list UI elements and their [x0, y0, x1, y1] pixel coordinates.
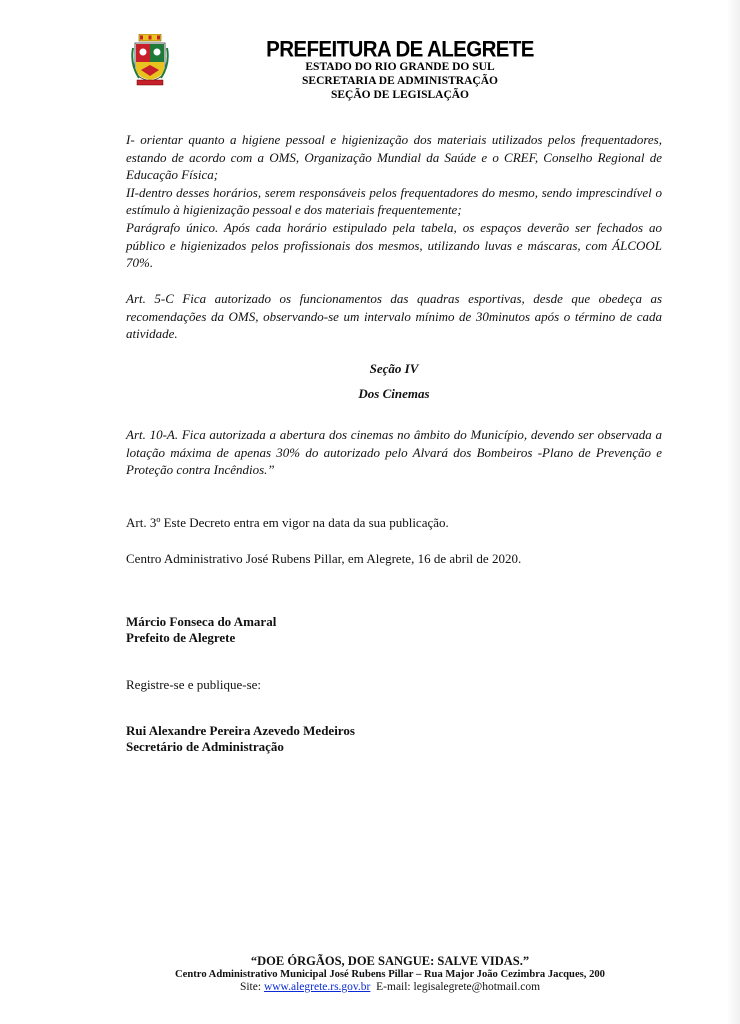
signer-2-title: Secretário de Administração	[126, 739, 284, 754]
article-10a-text: Art. 10-A. Fica autorizada a abertura dos cinemas no âmbito do Município, devendo ser observada a lotação máxima de apenas 30% do autorizado pelo Alvará dos Bombeiros -Plano de Prevenção e Proteção contra Incêndios.”	[126, 427, 662, 478]
section-subheading: Dos Cinemas	[358, 386, 430, 401]
footer-address: Centro Administrativo Municipal José Rubens Pillar – Rua Major João Cezimbra Jacques, 200	[175, 969, 605, 980]
place-date: Centro Administrativo José Rubens Pillar, em Alegrete, 16 de abril de 2020.	[126, 551, 522, 566]
org-title: PREFEITURA DE ALEGRETE	[266, 36, 534, 63]
footer-slogan: “DOE ÓRGÃOS, DOE SANGUE: SALVE VIDAS.”	[250, 954, 530, 968]
register-publish: Registre-se e publique-se:	[126, 677, 262, 692]
state-name: ESTADO DO RIO GRANDE DO SUL	[305, 61, 495, 73]
article-5c	[126, 290, 662, 343]
site-label: Site:	[239, 981, 262, 993]
footer-contact	[120, 981, 660, 994]
page-edge-shadow	[726, 0, 740, 1024]
coat-of-arms-icon	[131, 34, 169, 86]
signer-1-title: Prefeito de Alegrete	[126, 630, 236, 645]
item-ii: II-dentro desses horários, serem responsáveis pelos frequentadores do mesmo, sendo imprescindível o estímulo à higienização pessoal e dos materiais frequentemente;	[126, 184, 662, 218]
item-i: I- orientar quanto a higiene pessoal e higienização dos materiais utilizados pelos frequentadores, estando de acordo com a OMS, Organização Mundial da Saúde e o CREF, Conselho Regional de Educação Física;	[126, 132, 662, 183]
sole-paragraph: Parágrafo único. Após cada horário estipulado pela tabela, os espaços deverão ser fechados ao público e higienizados pelos profissionais dos mesmos, utilizando luvas e máscaras, com ÁLCOOL 70%.	[126, 219, 662, 271]
signer-1-name: Márcio Fonseca do Amaral	[126, 614, 277, 629]
signer-2-name: Rui Alexandre Pereira Azevedo Medeiros	[126, 723, 355, 738]
email-label: E-mail:	[376, 981, 411, 993]
article-items	[126, 131, 662, 272]
section-heading: Seção IV	[369, 361, 419, 376]
email-address: legisalegrete@hotmail.com	[413, 981, 541, 993]
article-3: Art. 3º Este Decreto entra em vigor na data da sua publicação.	[126, 515, 449, 530]
secretariat-name: SECRETARIA DE ADMINISTRAÇÃO	[302, 75, 498, 87]
footer	[120, 954, 660, 994]
article-5c-text: Art. 5-C Fica autorizado os funcionamentos das quadras esportivas, desde que obedeça as recomendações da OMS, observando-se um intervalo mínimo de 30minutos após o término de cada atividade.	[126, 291, 662, 342]
letterhead	[260, 38, 540, 102]
article-10a	[126, 426, 662, 479]
site-link[interactable]: www.alegrete.rs.gov.br	[263, 981, 371, 993]
section-name: SEÇÃO DE LEGISLAÇÃO	[330, 89, 470, 101]
